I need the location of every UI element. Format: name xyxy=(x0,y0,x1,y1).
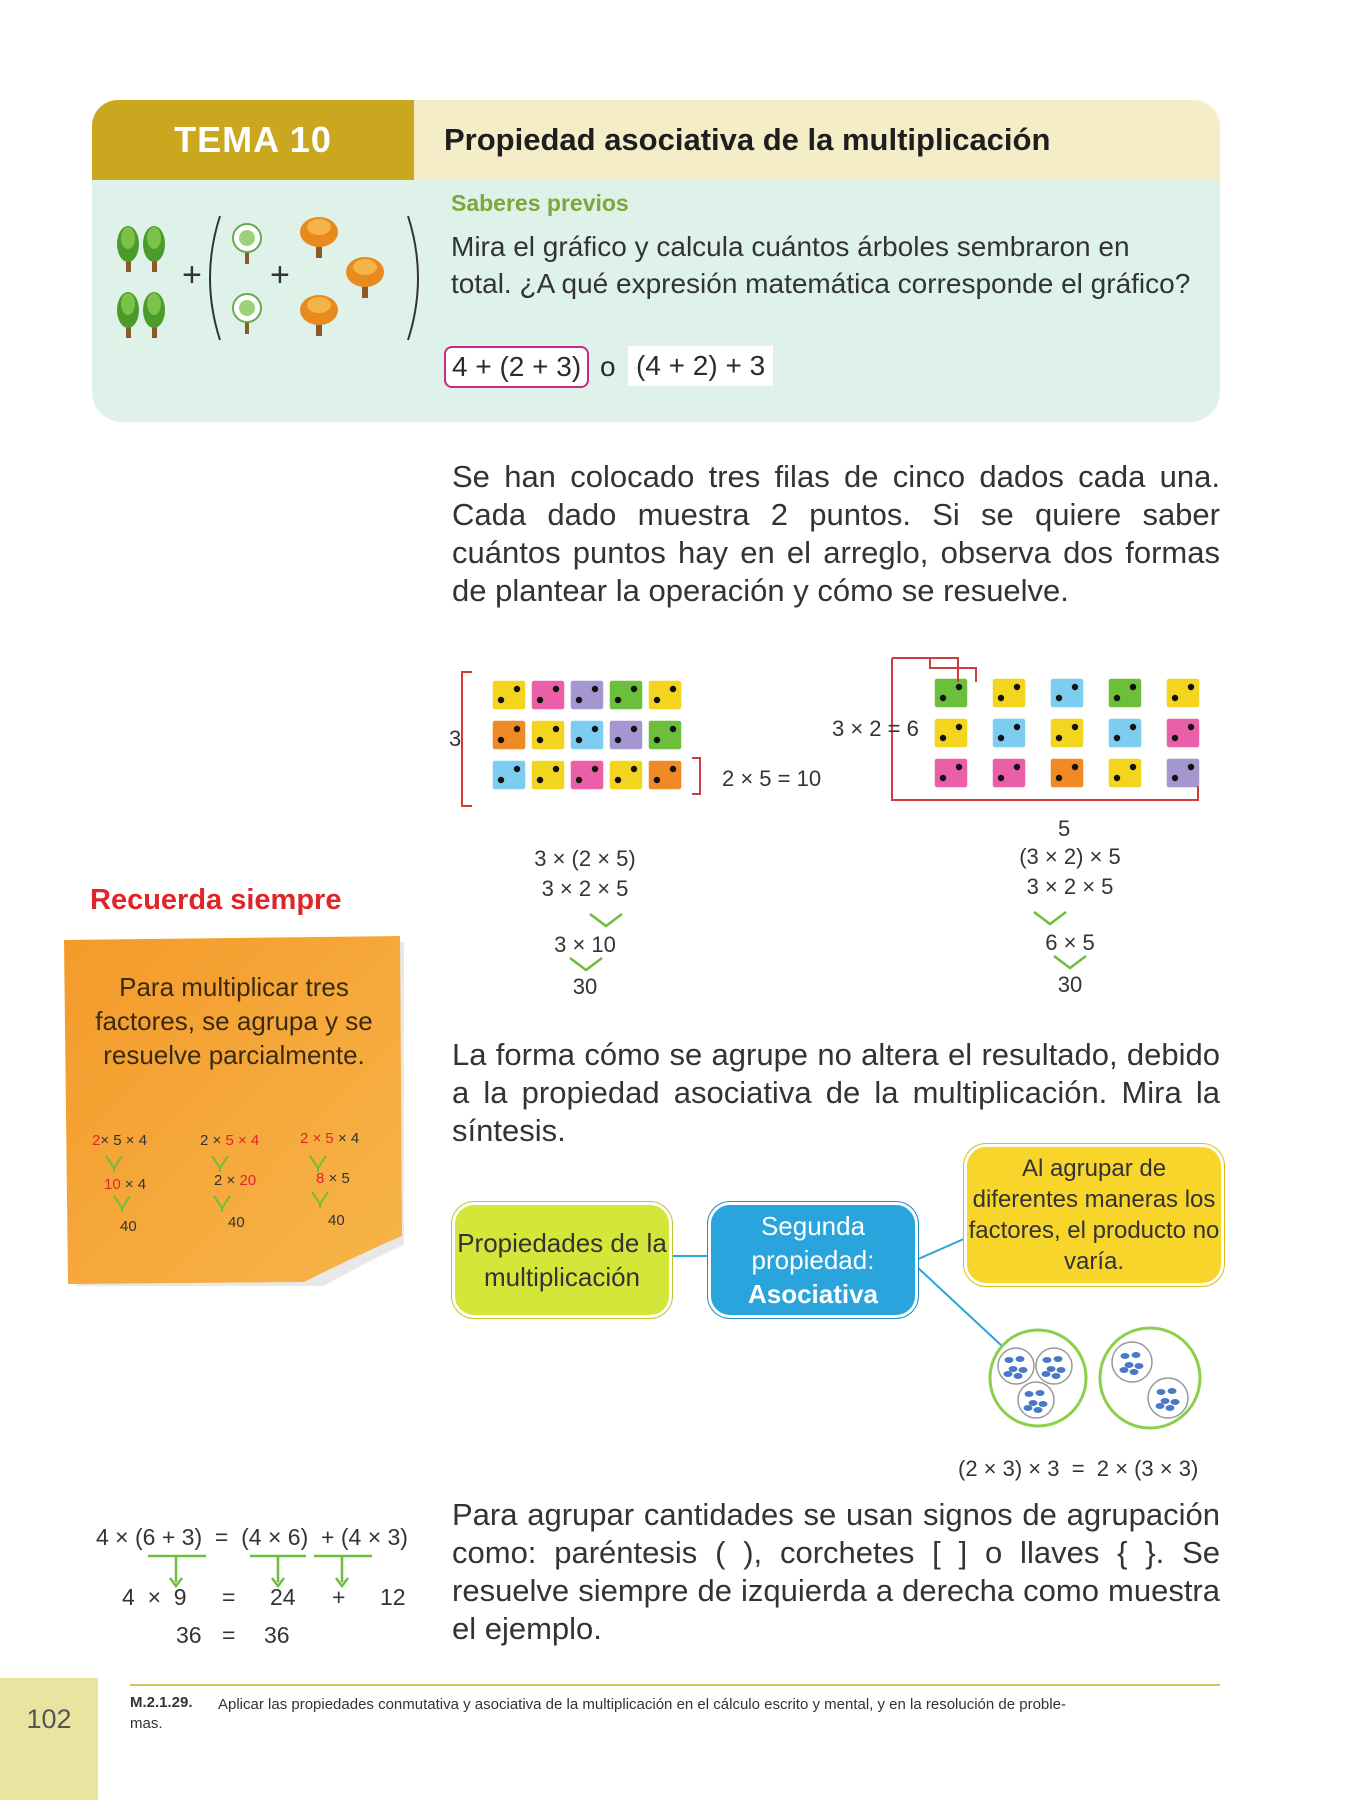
example-arrows xyxy=(64,1150,404,1250)
die-pip xyxy=(1172,695,1178,701)
fish-icon xyxy=(1161,1398,1170,1404)
die-pip xyxy=(576,697,582,703)
die-pip xyxy=(1114,775,1120,781)
sticky-note xyxy=(64,936,404,1286)
die xyxy=(492,760,526,790)
fish-icon xyxy=(1025,1391,1034,1397)
fish-icon xyxy=(1054,1356,1063,1362)
die-pip xyxy=(940,735,946,741)
example-2-result: 40 xyxy=(228,1214,245,1231)
die xyxy=(1108,678,1142,708)
die-pip xyxy=(654,737,660,743)
chevron-down-icon xyxy=(566,954,606,974)
fish-icon xyxy=(1125,1362,1134,1368)
die xyxy=(492,720,526,750)
svg-text:+: + xyxy=(182,256,202,294)
fish-icon xyxy=(1034,1407,1043,1413)
chevron-down-icon xyxy=(586,910,626,930)
die-pip xyxy=(1072,684,1078,690)
topic-title: Propiedad asociativa de la multiplicación xyxy=(444,122,1051,157)
die-pip xyxy=(592,686,598,692)
calc-row-2-b: 12 xyxy=(380,1584,406,1610)
die xyxy=(648,760,682,790)
chevron-down-icon xyxy=(1050,952,1090,972)
die-pip xyxy=(1114,735,1120,741)
die-pip xyxy=(631,726,637,732)
calc-row-3-equals: = xyxy=(222,1622,236,1648)
group-label-right: 3 × 2 = 6 xyxy=(832,716,919,741)
die xyxy=(1166,718,1200,748)
die xyxy=(1166,678,1200,708)
section-label: Saberes previos xyxy=(451,190,629,216)
die-pip xyxy=(956,684,962,690)
intro-paragraph: Se han colocado tres filas de cinco dados cada una. Cada dado muestra 2 puntos. Si se quiere saber cuántos puntos hay en el arreglo, observa dos formas de plantear la operación y cómo se resuelve. xyxy=(452,459,1220,608)
die-pip xyxy=(956,764,962,770)
fish-icon xyxy=(1036,1390,1045,1396)
left-result: 30 xyxy=(572,974,598,999)
round-tree-icon xyxy=(233,224,261,334)
fish-icon xyxy=(1014,1373,1023,1379)
die-pip xyxy=(1130,724,1136,730)
example-2-mid: 2 × 20 xyxy=(214,1172,257,1189)
group-label-left: 2 × 5 = 10 xyxy=(722,766,822,791)
die-pip xyxy=(654,777,660,783)
die-pip xyxy=(1172,735,1178,741)
rows-label: 3 xyxy=(449,726,462,751)
die xyxy=(1050,758,1084,788)
die xyxy=(992,678,1026,708)
die-pip xyxy=(1130,684,1136,690)
die-pip xyxy=(1072,724,1078,730)
example-3-result: 40 xyxy=(328,1212,345,1229)
fish-icon xyxy=(1057,1367,1066,1373)
or-text: o xyxy=(600,351,616,382)
die xyxy=(609,680,643,710)
die-pip xyxy=(576,777,582,783)
die xyxy=(570,680,604,710)
calc-row-2-equals: = xyxy=(222,1584,236,1610)
die xyxy=(1166,758,1200,788)
skill-description-cont: mas. xyxy=(130,1715,163,1732)
die xyxy=(1050,678,1084,708)
die-pip xyxy=(1114,695,1120,701)
die-pip xyxy=(1188,724,1194,730)
group-bracket xyxy=(692,758,700,794)
die-pip xyxy=(1014,684,1020,690)
calc-row-3-b: 36 xyxy=(264,1622,290,1648)
fish-icon xyxy=(1042,1371,1051,1377)
die-pip xyxy=(537,697,543,703)
fish-icon xyxy=(1052,1373,1061,1379)
die-pip xyxy=(553,766,559,772)
dice-array-left xyxy=(440,666,820,816)
die-pip xyxy=(537,777,543,783)
die-pip xyxy=(998,695,1004,701)
alternative-expression: (4 + 2) + 3 xyxy=(628,346,773,386)
calc-row-1: 4 × (6 + 3) = (4 × 6) + (4 × 3) xyxy=(96,1524,408,1550)
die-pip xyxy=(1014,764,1020,770)
die-pip xyxy=(537,737,543,743)
grouped-sets-illustration xyxy=(984,1324,1214,1434)
die xyxy=(1050,718,1084,748)
reminder-title: Recuerda siempre xyxy=(90,884,342,916)
fish-icon xyxy=(1024,1405,1033,1411)
skill-code: M.2.1.29. xyxy=(130,1694,193,1711)
example-2-top: 2 × 5 × 4 xyxy=(200,1132,260,1149)
die-pip xyxy=(553,726,559,732)
die xyxy=(648,680,682,710)
die-pip xyxy=(1172,775,1178,781)
calc-row-2-product: 4 × 9 xyxy=(122,1584,187,1610)
highlighted-expression: 4 + (2 + 3) xyxy=(444,346,589,388)
die-pip xyxy=(670,686,676,692)
fish-icon xyxy=(1130,1369,1139,1375)
die-pip xyxy=(631,686,637,692)
die xyxy=(934,678,968,708)
die-pip xyxy=(514,726,520,732)
fish-icon xyxy=(1004,1371,1013,1377)
right-step-3: 6 × 5 xyxy=(1045,930,1095,955)
die xyxy=(648,720,682,750)
fish-icon xyxy=(1005,1357,1014,1363)
die-pip xyxy=(498,737,504,743)
die xyxy=(570,720,604,750)
die-pip xyxy=(592,766,598,772)
left-step-2: 3 × 2 × 5 xyxy=(541,876,629,901)
svg-text:+: + xyxy=(270,256,290,294)
page-number: 102 xyxy=(26,1704,72,1734)
example-1-result: 40 xyxy=(120,1218,137,1235)
die-pip xyxy=(553,686,559,692)
die xyxy=(531,760,565,790)
properties-node: Propiedades de la multiplicación xyxy=(452,1202,672,1318)
die-pip xyxy=(670,726,676,732)
die-pip xyxy=(956,724,962,730)
die xyxy=(609,720,643,750)
footer-divider xyxy=(130,1684,1220,1686)
fish-icon xyxy=(1120,1367,1129,1373)
die xyxy=(934,718,968,748)
die-pip xyxy=(1014,724,1020,730)
die-pip xyxy=(615,777,621,783)
die-pip xyxy=(940,695,946,701)
calc-row-2-a: 24 xyxy=(270,1584,296,1610)
left-step-3: 3 × 10 xyxy=(554,932,616,957)
die-pip xyxy=(615,697,621,703)
prior-knowledge-section xyxy=(92,180,1220,422)
topic-header xyxy=(92,100,1220,180)
die-pip xyxy=(592,726,598,732)
example-3-top: 2 × 5 × 4 xyxy=(300,1130,360,1147)
topic-title-box xyxy=(414,100,1220,180)
example-1-mid: 10 × 4 xyxy=(104,1176,147,1193)
die-pip xyxy=(1056,695,1062,701)
die-pip xyxy=(1056,775,1062,781)
prior-question: Mira el gráfico y calcula cuántos árboles sembraron en total. ¿A qué expresión matemática corresponde el gráfico? xyxy=(451,231,1191,299)
left-step-1: 3 × (2 × 5) xyxy=(534,846,636,871)
fish-icon xyxy=(1039,1401,1048,1407)
die-pip xyxy=(498,777,504,783)
die xyxy=(531,680,565,710)
example-3-mid: 8 × 5 xyxy=(316,1170,350,1187)
fish-icon xyxy=(1009,1366,1018,1372)
die-pip xyxy=(1056,735,1062,741)
right-step-2: 3 × 2 × 5 xyxy=(1026,874,1114,899)
fish-icon xyxy=(1047,1366,1056,1372)
page-number-tab xyxy=(0,1678,98,1800)
calc-row-3-a: 36 xyxy=(176,1622,202,1648)
die xyxy=(492,680,526,710)
die-pip xyxy=(998,775,1004,781)
chevron-down-icon xyxy=(1030,908,1070,928)
die-pip xyxy=(1130,764,1136,770)
die-pip xyxy=(654,697,660,703)
die-pip xyxy=(615,737,621,743)
die xyxy=(609,760,643,790)
die-pip xyxy=(514,686,520,692)
trees-illustration xyxy=(102,198,442,348)
skill-description: Aplicar las propiedades conmutativa y asociativa de la multiplicación en el cálculo escrito y mental, y en la resolución de proble- xyxy=(218,1696,1066,1713)
die xyxy=(992,718,1026,748)
example-1-top: 2× 5 × 4 xyxy=(92,1132,148,1149)
fish-icon xyxy=(1166,1405,1175,1411)
die-pip xyxy=(576,737,582,743)
row-bracket xyxy=(462,672,472,806)
definition-node: Al agrupar de diferentes maneras los factores, el producto no varía. xyxy=(964,1144,1224,1286)
topic-number: TEMA 10 xyxy=(92,100,414,180)
die-pip xyxy=(514,766,520,772)
dice-array-right xyxy=(882,650,1222,820)
fish-icon xyxy=(1043,1357,1052,1363)
associative-node xyxy=(708,1202,918,1318)
calc-row-2-plus: + xyxy=(332,1584,346,1610)
die-pip xyxy=(631,766,637,772)
fish-icon xyxy=(1016,1356,1025,1362)
reminder-text: Para multiplicar tres factores, se agrupa y se resuelve parcialmente. xyxy=(95,972,373,1070)
property-paragraph: La forma cómo se agrupe no altera el resultado, debido a la propiedad asociativa de la multiplicación. Mira la síntesis. xyxy=(452,1037,1220,1148)
die xyxy=(570,760,604,790)
die-pip xyxy=(1188,764,1194,770)
pine-tree-icon xyxy=(117,226,165,338)
die xyxy=(1108,758,1142,788)
cols-label: 5 xyxy=(1058,816,1071,841)
fish-icon xyxy=(1132,1352,1141,1358)
fish-icon xyxy=(1157,1389,1166,1395)
fish-icon xyxy=(1171,1399,1180,1405)
die-pip xyxy=(940,775,946,781)
die-pip xyxy=(998,735,1004,741)
fish-icon xyxy=(1029,1400,1038,1406)
die-pip xyxy=(1072,764,1078,770)
grouping-paragraph: Para agrupar cantidades se usan signos de agrupación como: paréntesis ( ), corchetes [ ] o llaves { }. Se resuelve siempre de izquierda a derecha como muestra el ejemplo. xyxy=(452,1497,1220,1646)
die xyxy=(1108,718,1142,748)
die-pip xyxy=(498,697,504,703)
right-step-1: (3 × 2) × 5 xyxy=(1019,844,1121,869)
associative-node-line1: Segunda propiedad: xyxy=(751,1211,875,1275)
autumn-tree-icon xyxy=(300,217,384,336)
fish-icon xyxy=(1168,1388,1177,1394)
associative-equation: (2 × 3) × 3 = 2 × (3 × 3) xyxy=(958,1456,1199,1481)
die xyxy=(934,758,968,788)
fish-icon xyxy=(1019,1367,1028,1373)
die-pip xyxy=(670,766,676,772)
die xyxy=(992,758,1026,788)
fish-icon xyxy=(1121,1353,1130,1359)
fish-icon xyxy=(1156,1403,1165,1409)
die-pip xyxy=(1188,684,1194,690)
fish-icon xyxy=(1135,1363,1144,1369)
right-result: 30 xyxy=(1057,972,1083,997)
associative-node-line2: Asociativa xyxy=(747,1279,879,1309)
die xyxy=(531,720,565,750)
